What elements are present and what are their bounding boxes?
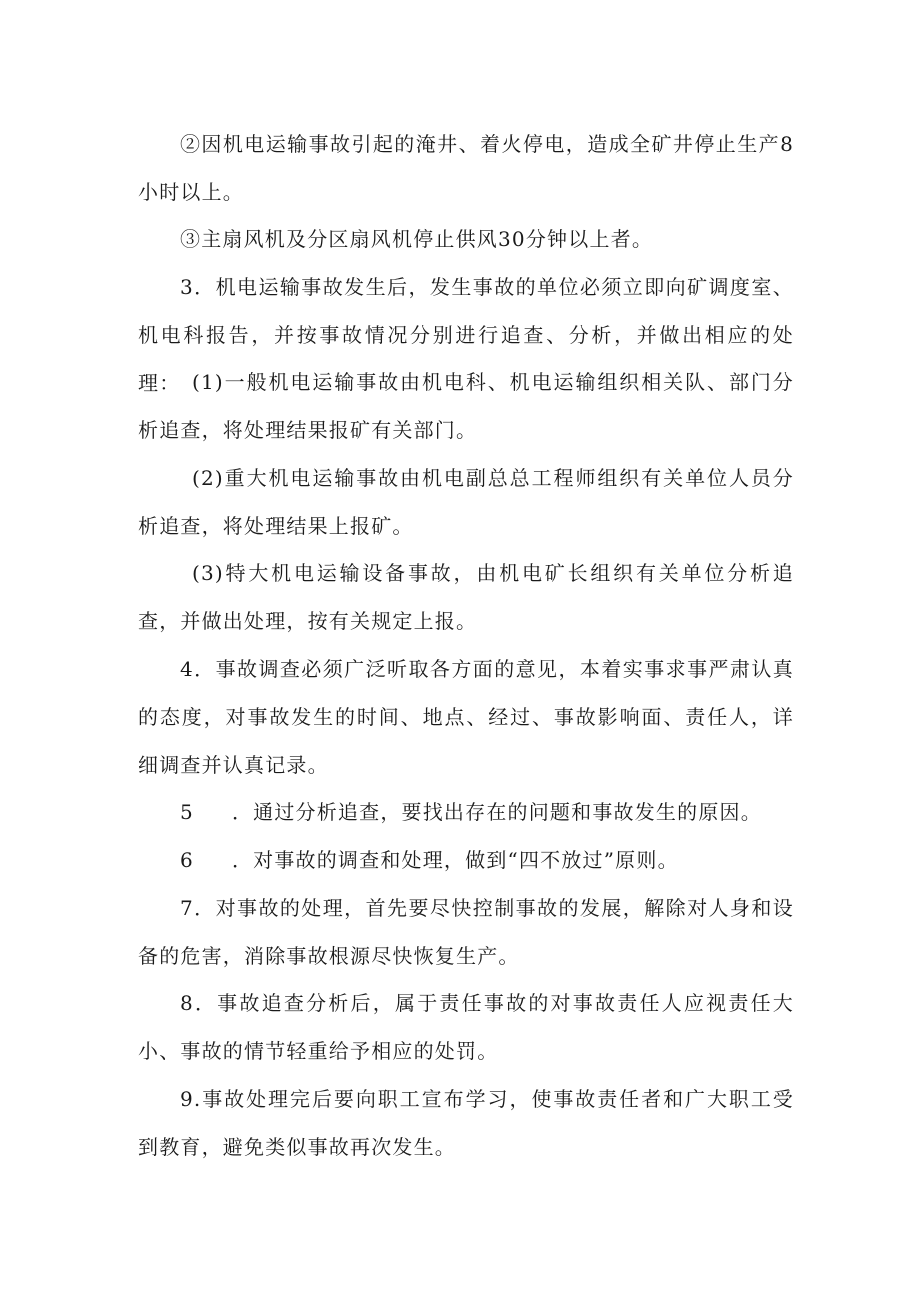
paragraph-3: 3．机电运输事故发生后，发生事故的单位必须立即向矿调度室、机电科报告，并按事故情况分别进行追查、分析，并做出相应的处理： — [138, 275, 794, 395]
paragraph-12: 9.事故处理完后要向职工宣布学习，使事故责任者和广大职工受到教育，避免类似事故再次发生。 — [138, 1087, 794, 1159]
paragraph-2: ③主扇风机及分区扇风机停止供风30分钟以上者。 — [180, 227, 654, 251]
paragraph-11: 8．事故追查分析后，属于责任事故的对事故责任人应视责任大小、事故的情节轻重给予相应的处罚。 — [138, 991, 794, 1063]
paragraph-5: (2)重大机电运输事故由机电副总总工程师组织有关单位人员分析追查，将处理结果上报矿。 — [138, 466, 794, 538]
paragraph-8-number: 5 — [180, 800, 194, 824]
paragraph-4: (1)一般机电运输事故由机电科、机电运输组织相关队、部门分析追查，将处理结果报矿有关部门。 — [138, 370, 794, 442]
paragraph-10: 7．对事故的处理，首先要尽快控制事故的发展，解除对人身和设备的危害，消除事故根源尽快恢复生产。 — [138, 896, 794, 968]
paragraph-7: 4．事故调查必须广泛听取各方面的意见，本着实事求事严肃认真的态度，对事故发生的时间、地点、经过、事故影响面、责任人，详细调查并认真记录。 — [138, 657, 794, 777]
paragraph-1: ②因机电运输事故引起的淹井、着火停电，造成全矿井停止生产8小时以上。 — [138, 132, 794, 204]
paragraph-8-text: ．通过分析追查，要找出存在的问题和事故发生的原因。 — [231, 800, 762, 824]
paragraph-9-number: 6 — [180, 848, 194, 872]
paragraph-9-text: ．对事故的调查和处理，做到“四不放过”原则。 — [231, 848, 679, 872]
paragraph-8 — [138, 788, 794, 836]
paragraph-6: (3)特大机电运输设备事故，由机电矿长组织有关单位分析追查，并做出处理，按有关规定上报。 — [138, 561, 794, 633]
paragraph-9 — [138, 836, 794, 884]
